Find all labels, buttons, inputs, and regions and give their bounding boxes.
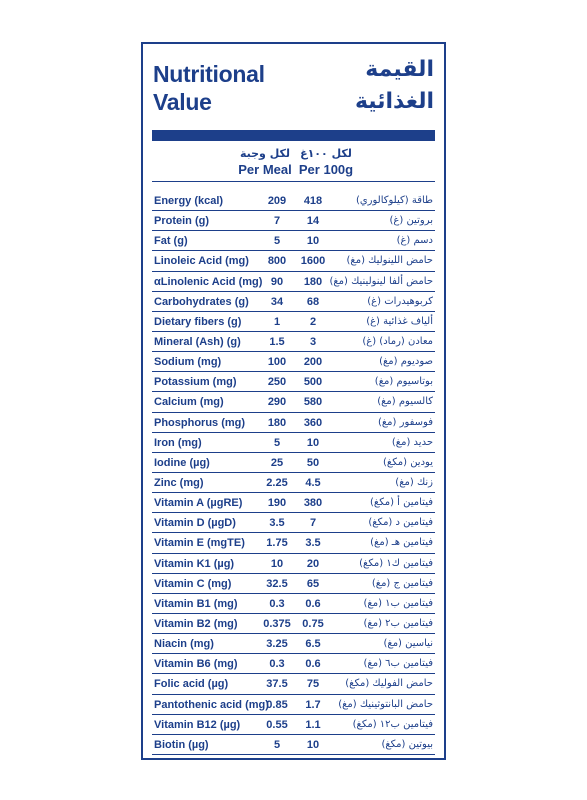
value-per-100g: 200: [303, 356, 323, 369]
header-divider: [152, 181, 435, 182]
table-row: [152, 473, 435, 493]
nutrient-name-ar: فيتامين د (مكغ): [368, 517, 433, 529]
nutrient-name-ar: كربوهيدرات (غ): [367, 295, 433, 307]
value-per-meal: 5: [273, 436, 281, 449]
nutrient-name-en: Carbohydrates (g): [154, 295, 249, 308]
table-row: [152, 251, 435, 271]
nutrient-name-en: Iron (mg): [154, 436, 202, 449]
nutrient-name-en: Vitamin A (µgRE): [154, 497, 243, 510]
value-per-100g: 6.5: [305, 638, 321, 651]
nutrient-name-ar: نياسين (مغ): [383, 638, 433, 650]
nutrient-name-ar: فيتامين ب١٢ (مكغ): [352, 718, 433, 730]
value-per-100g: 180: [303, 275, 323, 288]
table-row: [152, 453, 435, 473]
nutrient-name-en: Calcium (mg): [154, 396, 224, 409]
per-meal-en: Per Meal: [238, 162, 292, 177]
nutrient-name-ar: دسم (غ): [396, 235, 433, 247]
value-per-meal: 180: [267, 416, 287, 429]
nutrient-name-en: αLinolenic Acid (mg): [154, 275, 263, 288]
value-per-meal: 190: [267, 497, 287, 510]
nutrient-name-en: Protein (g): [154, 215, 209, 228]
per-100-en: Per 100g: [298, 162, 354, 177]
value-per-100g: 3.5: [305, 537, 321, 550]
value-per-meal: 1: [273, 315, 281, 328]
table-row: [152, 211, 435, 231]
title-en-line2: Value: [153, 89, 212, 115]
nutrient-name-en: Pantothenic acid (mg): [154, 698, 269, 711]
value-per-meal: 25: [270, 456, 284, 469]
nutrient-name-ar: فيتامين ب٦ (مغ): [363, 658, 433, 670]
value-per-100g: 1.7: [305, 698, 321, 711]
per-meal-ar: لكل وجبة: [239, 147, 291, 160]
nutrient-name-ar: فيتامين أ (مكغ): [370, 497, 433, 509]
nutrient-name-ar: حامض البانتوثينيك (مغ): [338, 698, 433, 710]
nutrient-table: [152, 191, 435, 755]
table-row: [152, 634, 435, 654]
table-row: [152, 372, 435, 392]
value-per-meal: 7: [273, 215, 281, 228]
table-row: [152, 695, 435, 715]
value-per-100g: 14: [306, 215, 320, 228]
value-per-100g: 10: [306, 235, 320, 248]
value-per-100g: 4.5: [305, 476, 321, 489]
value-per-meal: 5: [273, 235, 281, 248]
table-row: [152, 533, 435, 553]
value-per-meal: 1.5: [269, 335, 285, 348]
nutrient-name-en: Phosphorus (mg): [154, 416, 246, 429]
nutrient-name-en: Linoleic Acid (mg): [154, 255, 249, 268]
title-arabic: [294, 54, 434, 118]
table-row: [152, 292, 435, 312]
nutrient-name-ar: يودين (مكغ): [383, 456, 433, 468]
value-per-meal: 800: [267, 255, 287, 268]
value-per-100g: 500: [303, 376, 323, 389]
value-per-meal: 2.25: [266, 476, 288, 489]
table-row: [152, 735, 435, 755]
per-100-ar: لكل ١٠٠غ: [300, 147, 352, 160]
value-per-100g: 1600: [300, 255, 326, 268]
value-per-100g: 10: [306, 738, 320, 751]
table-row: [152, 554, 435, 574]
nutrient-name-en: Iodine (µg): [154, 456, 210, 469]
value-per-100g: 360: [303, 416, 323, 429]
table-row: [152, 574, 435, 594]
value-per-100g: 10: [306, 436, 320, 449]
value-per-100g: 75: [306, 678, 320, 691]
value-per-100g: 0.6: [305, 658, 321, 671]
value-per-meal: 0.3: [269, 658, 285, 671]
nutrient-name-en: Vitamin B6 (mg): [154, 658, 238, 671]
value-per-meal: 32.5: [266, 577, 288, 590]
title-ar-line2: الغذائية: [354, 89, 434, 114]
nutrient-name-en: Sodium (mg): [154, 356, 222, 369]
value-per-meal: 90: [270, 275, 284, 288]
nutrient-name-en: Vitamin D (µgD): [154, 517, 236, 530]
value-per-100g: 2: [309, 315, 317, 328]
nutrient-name-ar: زنك (مغ): [395, 476, 433, 488]
nutrient-name-ar: معادن (رماد) (غ): [362, 335, 433, 347]
nutrient-name-en: Vitamin B2 (mg): [154, 617, 238, 630]
title-ar-line1: القيمة: [365, 57, 434, 82]
table-row: [152, 413, 435, 433]
nutrient-name-ar: ألياف غذائية (غ): [366, 315, 433, 327]
value-per-meal: 1.75: [266, 537, 288, 550]
nutrition-panel: [141, 42, 446, 760]
value-per-100g: 380: [303, 497, 323, 510]
nutrient-name-ar: صوديوم (مغ): [379, 356, 433, 368]
nutrient-name-en: Mineral (Ash) (g): [154, 335, 241, 348]
value-per-100g: 68: [306, 295, 320, 308]
value-per-meal: 209: [267, 195, 287, 207]
table-row: [152, 332, 435, 352]
value-per-meal: 0.375: [263, 617, 291, 630]
table-row: [152, 191, 435, 211]
table-row: [152, 493, 435, 513]
value-per-100g: 0.6: [305, 597, 321, 610]
nutrient-name-en: Niacin (mg): [154, 638, 214, 651]
nutrient-name-en: Vitamin C (mg): [154, 577, 232, 590]
nutrient-name-en: Vitamin B1 (mg): [154, 597, 238, 610]
table-row: [152, 352, 435, 372]
value-per-meal: 5: [273, 738, 281, 751]
value-per-meal: 0.55: [266, 718, 288, 731]
nutrient-name-ar: بروتين (غ): [389, 215, 433, 227]
value-per-meal: 0.85: [266, 698, 288, 711]
nutrient-name-ar: طاقة (كيلوكالوري): [355, 195, 433, 206]
table-row: [152, 654, 435, 674]
column-header-per-meal: [233, 146, 297, 178]
table-row: [152, 433, 435, 453]
nutrient-name-ar: فيتامين ب٢ (مغ): [363, 617, 433, 629]
value-per-meal: 37.5: [266, 678, 288, 691]
nutrient-name-ar: حديد (مغ): [391, 436, 433, 448]
nutrient-name-en: Fat (g): [154, 235, 188, 248]
nutrient-name-ar: فيتامين ج (مغ): [371, 577, 433, 589]
nutrient-name-en: Folic acid (µg): [154, 678, 229, 691]
value-per-100g: 418: [303, 195, 323, 207]
column-header-per-100g: [293, 146, 359, 178]
nutrient-name-en: Biotin (µg): [154, 738, 209, 751]
nutrient-name-en: Vitamin B12 (µg): [154, 718, 241, 731]
nutrient-name-ar: فيتامين ك١ (مكغ): [359, 557, 433, 569]
table-row: [152, 392, 435, 412]
nutrient-name-ar: فيتامين هـ (مغ): [370, 537, 433, 549]
table-row: [152, 231, 435, 251]
value-per-100g: 580: [303, 396, 323, 409]
value-per-meal: 290: [267, 396, 287, 409]
nutrient-name-ar: كالسيوم (مغ): [377, 396, 433, 408]
value-per-meal: 0.3: [269, 597, 285, 610]
nutrient-name-en: Zinc (mg): [154, 476, 204, 489]
value-per-100g: 3: [309, 335, 317, 348]
nutrient-name-en: Potassium (mg): [154, 376, 237, 389]
title-en-line1: Nutritional: [153, 61, 265, 87]
nutrient-name-en: Vitamin E (mgTE): [154, 537, 245, 550]
nutrient-name-ar: فوسفور (مغ): [377, 416, 433, 428]
value-per-meal: 34: [270, 295, 284, 308]
header-bar: [152, 130, 435, 141]
table-row: [152, 715, 435, 735]
value-per-meal: 3.25: [266, 638, 288, 651]
table-row: [152, 513, 435, 533]
value-per-100g: 65: [306, 577, 320, 590]
title-english: [153, 60, 303, 116]
table-row: [152, 614, 435, 634]
nutrient-name-ar: حامض ألفا لينولينيك (مغ): [329, 275, 433, 287]
table-row: [152, 594, 435, 614]
value-per-100g: 20: [306, 557, 320, 570]
nutrient-name-ar: حامض اللينوليك (مغ): [346, 255, 433, 267]
value-per-100g: 7: [309, 517, 317, 530]
nutrient-name-en: Vitamin K1 (µg): [154, 557, 235, 570]
table-row: [152, 674, 435, 694]
nutrient-name-ar: بوتاسيوم (مغ): [374, 376, 433, 388]
value-per-100g: 0.75: [302, 617, 324, 630]
nutrient-name-en: Dietary fibers (g): [154, 315, 242, 328]
value-per-100g: 50: [306, 456, 320, 469]
nutrient-name-ar: فيتامين ب١ (مغ): [363, 597, 433, 609]
table-row: [152, 312, 435, 332]
value-per-100g: 1.1: [305, 718, 321, 731]
nutrient-name-en: Energy (kcal): [154, 195, 224, 207]
value-per-meal: 3.5: [269, 517, 285, 530]
value-per-meal: 100: [267, 356, 287, 369]
nutrient-name-ar: حامض الفوليك (مكغ): [345, 678, 433, 690]
value-per-meal: 250: [267, 376, 287, 389]
value-per-meal: 10: [270, 557, 284, 570]
table-row: [152, 272, 435, 292]
nutrient-name-ar: بيوتين (مكغ): [381, 738, 433, 750]
